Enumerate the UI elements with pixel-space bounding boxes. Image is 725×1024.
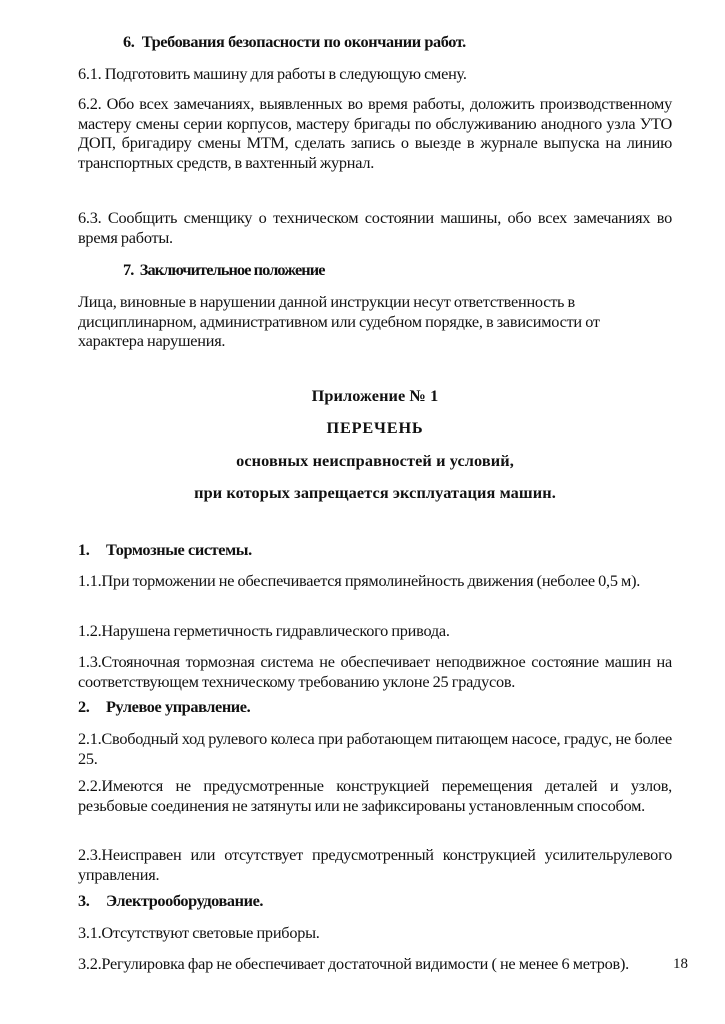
list-item-text: 2.2.Имеются не предусмотренные конструкцией перемещения деталей и узлов, резьбовые соединения не затянуты или не зафиксированы установленным способом.	[78, 776, 672, 815]
paragraph-7	[78, 292, 638, 351]
paragraph-text: 6.1. Подготовить машину для работы в следующую смену.	[78, 64, 467, 83]
appendix-label-text: Приложение № 1	[311, 386, 439, 405]
section-7-heading	[78, 260, 672, 280]
section-title: Тормозные системы.	[106, 540, 252, 559]
list-item-3-2	[78, 954, 672, 974]
list-item-2-2	[78, 776, 672, 815]
list-item-text: 2.1.Свободный ход рулевого колеса при работающем питающем насосе, градус, не более 25.	[78, 729, 672, 768]
list-item-3-1	[78, 923, 672, 943]
list-item-text: 2.3.Неисправен или отсутствует предусмотренный конструкцией усилительрулевого управления.	[78, 845, 672, 884]
page-number: 18	[673, 956, 688, 972]
paragraph-text: 6.2. Обо всех замечаниях, выявленных во время работы, доложить производственному мастеру смены серии корпусов, мастеру бригады по обслуживанию анодного узла УТО ДОП, бригадиру смены МТМ, сделать запись о выезде в журнале выпуска на линию транспортных средств, в вахтенный журнал.	[78, 94, 672, 172]
paragraph-text: 6.3. Сообщить сменщику о техническом состоянии машины, обо всех замечаниях во время работы.	[78, 208, 672, 247]
list-item-text: 1.1.При торможении не обеспечивается прямолинейность движения (неболее 0,5 м).	[78, 571, 641, 590]
list-item-text: 1.3.Стояночная тормозная система не обеспечивает неподвижное состояние машин на соответствующем техническому требованию уклоне 25 градусов.	[78, 652, 672, 691]
list-section-3-heading	[78, 891, 672, 911]
list-item-text: 1.2.Нарушена герметичность гидравлического привода.	[78, 621, 450, 640]
list-item-1-2	[78, 621, 672, 641]
section-number: 2.	[78, 697, 90, 716]
list-item-2-1	[78, 729, 672, 768]
paragraph-6-1	[78, 64, 672, 84]
list-item-1-3	[78, 652, 672, 691]
section-title: Рулевое управление.	[106, 697, 251, 716]
section-title: Заключительное положение	[139, 260, 325, 279]
appendix-subtitle-text: основных неисправностей и условий,	[236, 451, 514, 470]
section-number: 1.	[78, 540, 90, 559]
appendix-title-text: ПЕРЕЧЕНЬ	[326, 418, 424, 437]
list-item-2-3	[78, 845, 672, 884]
appendix-subtitle-1	[78, 451, 672, 471]
list-item-text: 3.2.Регулировка фар не обеспечивает достаточной видимости ( не менее 6 метров).	[78, 954, 629, 973]
section-number: 7.	[123, 260, 134, 279]
paragraph-6-3	[78, 208, 672, 247]
paragraph-6-2	[78, 94, 672, 172]
list-section-1-heading	[78, 540, 672, 560]
appendix-subtitle-text: при которых запрещается эксплуатация машин.	[194, 483, 556, 502]
list-item-1-1	[78, 571, 672, 591]
section-title: Электрооборудование.	[106, 891, 264, 910]
appendix-subtitle-2	[78, 483, 672, 503]
section-number: 3.	[78, 891, 90, 910]
list-item-text: 3.1.Отсутствуют световые приборы.	[78, 923, 320, 942]
section-6-heading	[78, 32, 672, 52]
list-section-2-heading	[78, 697, 672, 717]
section-title: Требования безопасности по окончании работ.	[141, 32, 466, 51]
paragraph-text: Лица, виновные в нарушении данной инструкции несут ответственность в дисциплинарном, административном или судебном порядке, в зависимости от характера нарушения.	[78, 292, 600, 350]
appendix-title	[78, 418, 672, 438]
section-number: 6.	[123, 32, 135, 51]
appendix-label	[78, 386, 672, 406]
